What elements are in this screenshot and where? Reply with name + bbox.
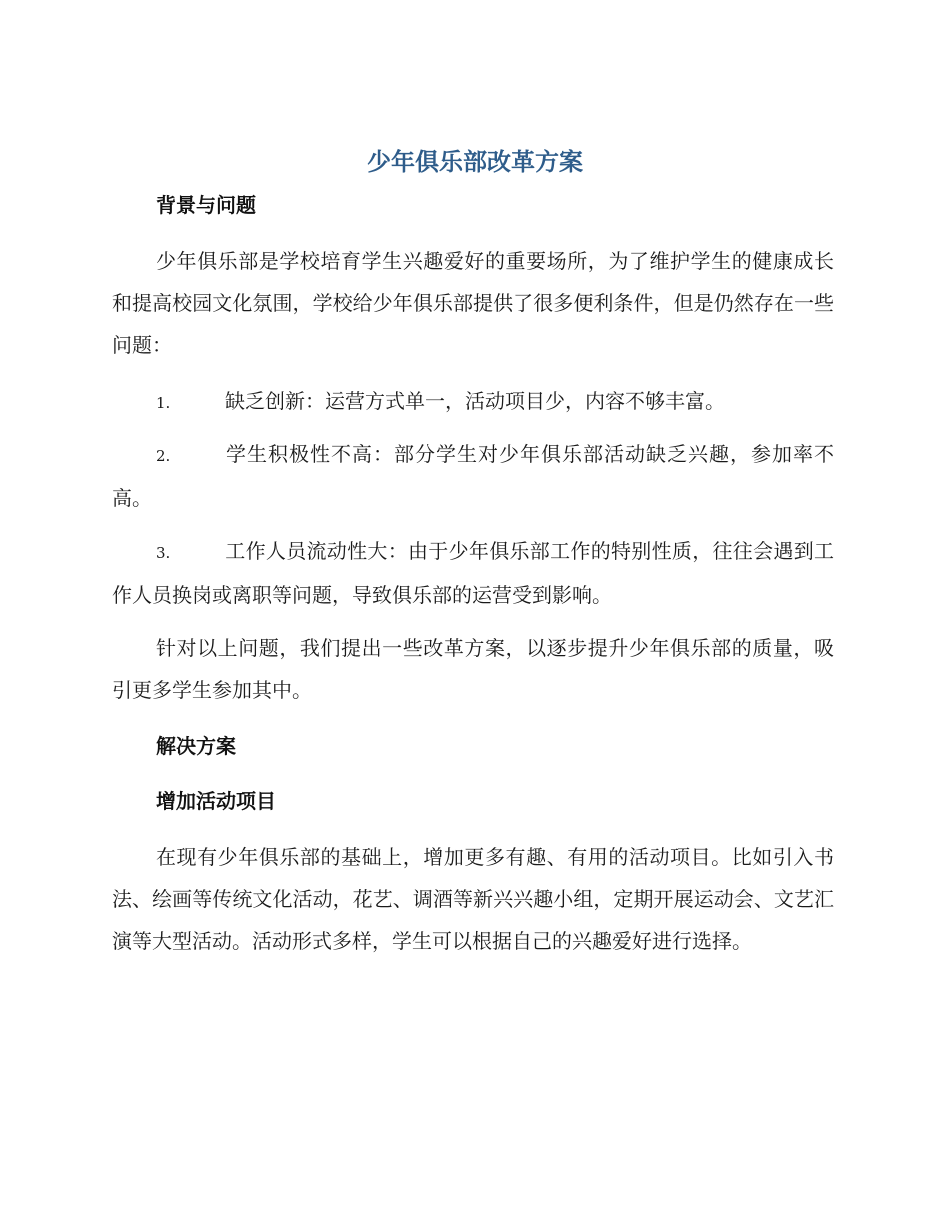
intro-paragraph: 少年俱乐部是学校培育学生兴趣爱好的重要场所，为了维护学生的健康成长和提高校园文化氛围，学校给少年俱乐部提供了很多便利条件，但是仍然存在一些问题： (112, 249, 834, 357)
list-item-2 (112, 433, 834, 519)
list-item-text: 缺乏创新：运营方式单一，活动项目少，内容不够丰富。 (225, 389, 725, 413)
list-number: 2. (156, 447, 171, 465)
list-item-1 (112, 380, 834, 424)
list-item-3 (112, 530, 834, 616)
list-item-text: 学生积极性不高：部分学生对少年俱乐部活动缺乏兴趣，参加率不高。 (112, 442, 834, 510)
list-number: 3. (156, 544, 171, 562)
section-heading-background: 背景与问题 (156, 193, 256, 217)
document-title: 少年俱乐部改革方案 (367, 148, 583, 176)
list-item-text: 工作人员流动性大：由于少年俱乐部工作的特别性质，往往会遇到工作人员换岗或离职等问题，导致俱乐部的运营受到影响。 (112, 539, 834, 607)
conclusion-paragraph: 针对以上问题，我们提出一些改革方案，以逐步提升少年俱乐部的质量，吸引更多学生参加其中。 (112, 636, 834, 702)
solutions-paragraph: 在现有少年俱乐部的基础上，增加更多有趣、有用的活动项目。比如引入书法、绘画等传统文化活动，花艺、调酒等新兴兴趣小组，定期开展运动会、文艺汇演等大型活动。活动形式多样，学生可以根据自己的兴趣爱好进行选择。 (112, 845, 834, 953)
section-heading-solutions: 解决方案 (156, 734, 236, 758)
subheading-add-activities: 增加活动项目 (156, 789, 276, 813)
list-number: 1. (156, 394, 171, 412)
